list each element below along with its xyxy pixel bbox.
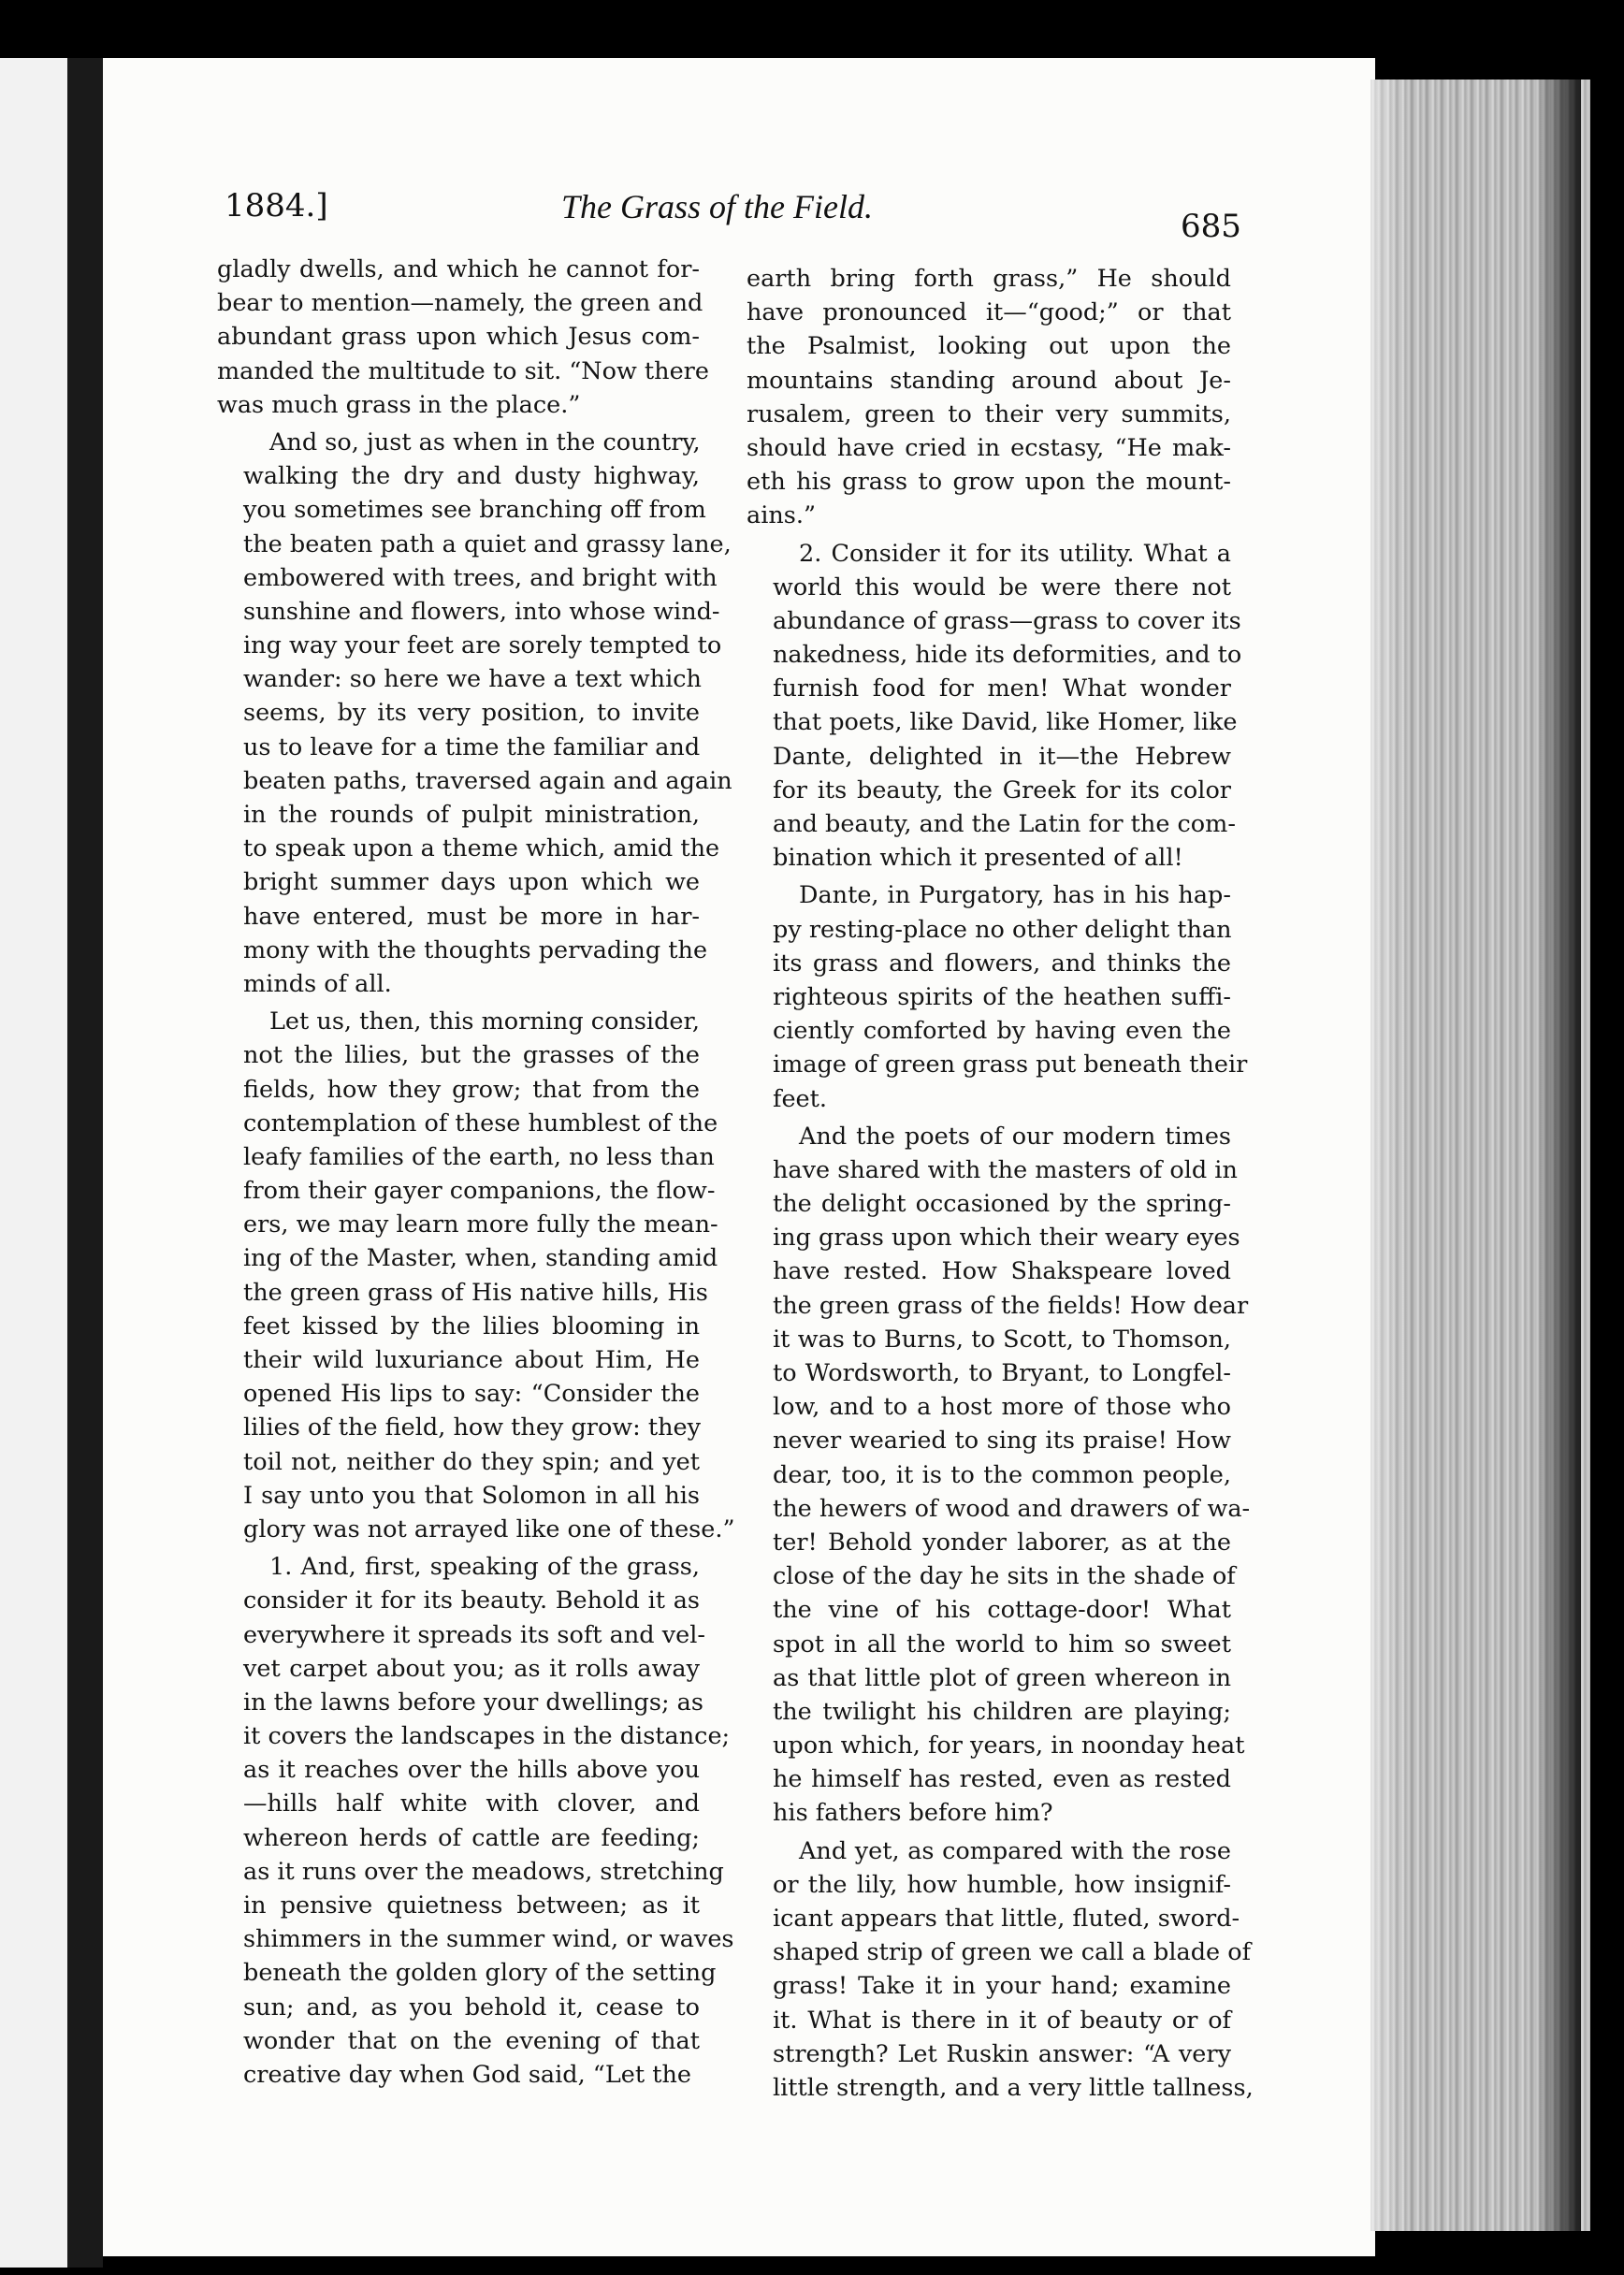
text-line: that poets, like David, like Homer, like	[773, 708, 1238, 737]
text-line: bear to mention—namely, the green and	[217, 289, 703, 318]
text-line: in pensive quietness between; as it	[243, 1891, 700, 1920]
text-line: beaten paths, traversed again and again	[243, 766, 732, 795]
text-line: ing of the Master, when, standing amid	[243, 1244, 718, 1273]
paragraph	[747, 262, 1231, 533]
text-line: have pronounced it—“good;” or that	[747, 298, 1231, 327]
text-line: lilies of the field, how they grow: they	[243, 1413, 701, 1442]
text-line: his fathers before him?	[773, 1799, 1053, 1828]
text-line: he himself has rested, even as rested	[773, 1765, 1231, 1794]
text-line: the green grass of the fields! How dear	[773, 1291, 1249, 1320]
text-line: consider it for its beauty. Behold it as	[243, 1587, 700, 1616]
text-line: Dante, delighted in it—the Hebrew	[773, 742, 1231, 771]
text-line: mony with the thoughts pervading the	[243, 935, 708, 964]
text-line: 2. Consider it for its utility. What a	[799, 539, 1231, 568]
text-line: little strength, and a very little tallness,	[773, 2073, 1254, 2102]
text-line: the vine of his cottage-door! What	[773, 1596, 1231, 1625]
text-line: nakedness, hide its deformities, and to	[773, 641, 1242, 670]
paragraph	[217, 426, 732, 1001]
running-title: The Grass of the Field.	[561, 188, 873, 225]
text-line: bination which it presented of all!	[773, 844, 1183, 873]
text-line: everywhere it spreads its soft and vel-	[243, 1620, 705, 1649]
text-line: furnish food for men! What wonder	[773, 674, 1231, 703]
text-line: have entered, must be more in har-	[243, 902, 700, 931]
text-line: have rested. How Shakspeare loved	[773, 1257, 1231, 1286]
text-line: toil not, neither do they spin; and yet	[243, 1447, 700, 1476]
paragraph	[217, 1005, 735, 1546]
text-line: as it runs over the meadows, stretching	[243, 1857, 724, 1886]
text-line: creative day when God said, “Let the	[243, 2060, 691, 2089]
text-line: fields, how they grow; that from the	[243, 1075, 700, 1104]
paragraph	[747, 537, 1242, 876]
text-line: it was to Burns, to Scott, to Thomson,	[773, 1325, 1231, 1354]
text-line: And yet, as compared with the rose	[799, 1836, 1231, 1865]
text-line: ciently comforted by having even the	[773, 1017, 1231, 1046]
text-line: it covers the landscapes in the distance;	[243, 1722, 731, 1751]
text-line: leafy families of the earth, no less than	[243, 1142, 715, 1171]
text-line: world this would be were there not	[773, 572, 1231, 601]
text-line: ter! Behold yonder laborer, as at the	[773, 1528, 1231, 1557]
text-line: ains.”	[747, 501, 817, 530]
paragraph	[747, 878, 1248, 1115]
text-line: walking the dry and dusty highway,	[243, 462, 700, 491]
text-line: righteous spirits of the heathen suffi-	[773, 982, 1231, 1011]
text-line: feet.	[773, 1084, 827, 1113]
text-line: for its beauty, the Greek for its color	[773, 775, 1231, 804]
text-line: glory was not arrayed like one of these.”	[243, 1514, 735, 1543]
text-line: 1. And, first, speaking of the grass,	[269, 1553, 700, 1582]
text-line: the hewers of wood and drawers of wa-	[773, 1494, 1251, 1523]
text-line: upon which, for years, in noonday heat	[773, 1732, 1245, 1761]
text-line: shaped strip of green we call a blade of	[773, 1938, 1252, 1967]
page-number: 685	[1181, 208, 1241, 245]
text-line: And the poets of our modern times	[799, 1122, 1231, 1151]
text-line: us to leave for a time the familiar and	[243, 732, 701, 761]
text-line: Let us, then, this morning consider,	[269, 1007, 700, 1036]
text-line: or the lily, how humble, how insignif-	[773, 1870, 1231, 1899]
text-line: you sometimes see branching off from	[243, 496, 706, 525]
text-line: gladly dwells, and which he cannot for-	[217, 255, 700, 283]
text-line: abundance of grass—grass to cover its	[773, 606, 1241, 635]
paragraph	[747, 1120, 1251, 1831]
text-line: dear, too, it is to the common people,	[773, 1460, 1231, 1489]
text-line: ers, we may learn more fully the mean-	[243, 1210, 718, 1239]
text-line: And so, just as when in the country,	[269, 427, 701, 456]
text-line: the Psalmist, looking out upon the	[747, 332, 1231, 361]
text-line: grass! Take it in your hand; examine	[773, 1972, 1231, 2001]
text-line: rusalem, green to their very summits,	[747, 399, 1231, 428]
text-line: sunshine and flowers, into whose wind-	[243, 597, 720, 626]
text-line: whereon herds of cattle are feeding;	[243, 1823, 700, 1852]
text-line: wander: so here we have a text which	[243, 665, 702, 694]
text-line: the twilight his children are playing;	[773, 1697, 1231, 1726]
text-line: wonder that on the evening of that	[243, 2026, 700, 2055]
facing-page-margin	[0, 58, 67, 2268]
text-line: earth bring forth grass,” He should	[747, 265, 1231, 293]
text-line: feet kissed by the lilies blooming in	[243, 1311, 700, 1340]
text-line: not the lilies, but the grasses of the	[243, 1041, 700, 1070]
text-column-left	[217, 253, 735, 2092]
text-line: manded the multitude to sit. “Now there	[217, 356, 709, 385]
text-line: have shared with the masters of old in	[773, 1155, 1238, 1184]
text-line: vet carpet about you; as it rolls away	[243, 1654, 700, 1683]
text-line: in the rounds of pulpit ministration,	[243, 801, 700, 829]
text-line: Dante, in Purgatory, has in his hap-	[799, 881, 1231, 910]
text-line: abundant grass upon which Jesus com-	[217, 323, 700, 352]
text-line: as that little plot of green whereon in	[773, 1663, 1231, 1692]
text-line: from their gayer companions, the flow-	[243, 1177, 716, 1206]
text-line: minds of all.	[243, 969, 392, 998]
text-line: the green grass of His native hills, His	[243, 1278, 708, 1307]
text-line: —hills half white with clover, and	[243, 1790, 700, 1819]
text-line: close of the day he sits in the shade of	[773, 1562, 1236, 1591]
text-line: sun; and, as you behold it, cease to	[243, 1992, 700, 2021]
text-line: mountains standing around about Je-	[747, 366, 1231, 395]
text-line: embowered with trees, and bright with	[243, 563, 718, 592]
text-line: contemplation of these humblest of the	[243, 1109, 718, 1138]
text-line: in the lawns before your dwellings; as	[243, 1688, 703, 1717]
text-line: beneath the golden glory of the setting	[243, 1959, 717, 1988]
text-line: was much grass in the place.”	[217, 390, 581, 419]
text-line: to speak upon a theme which, amid the	[243, 834, 720, 863]
paragraph	[217, 1550, 734, 2092]
fore-edge-shadow	[1534, 80, 1581, 2231]
text-line: the delight occasioned by the spring-	[773, 1190, 1231, 1219]
fore-edge-highlight	[1370, 80, 1408, 2231]
book-gutter-shadow	[67, 58, 103, 2268]
text-line: spot in all the world to him so sweet	[773, 1630, 1231, 1659]
text-line: it. What is there in it of beauty or of	[773, 2006, 1231, 2035]
text-line: eth his grass to grow upon the mount-	[747, 468, 1231, 497]
paragraph	[217, 253, 709, 422]
text-line: as it reaches over the hills above you	[243, 1756, 700, 1785]
text-line: icant appears that little, fluted, sword-	[773, 1905, 1240, 1933]
text-line: low, and to a host more of those who	[773, 1393, 1231, 1422]
text-line: should have cried in ecstasy, “He mak-	[747, 433, 1231, 462]
paragraph	[747, 1834, 1254, 2106]
text-line: seems, by its very position, to invite	[243, 699, 700, 728]
text-line: never wearied to sing its praise! How	[773, 1427, 1231, 1456]
text-line: shimmers in the summer wind, or waves	[243, 1925, 734, 1954]
text-line: bright summer days upon which we	[243, 868, 700, 897]
text-line: strength? Let Ruskin answer: “A very	[773, 2039, 1231, 2068]
text-column-right	[747, 262, 1254, 2105]
header-year: 1884.]	[225, 187, 328, 225]
text-line: its grass and flowers, and thinks the	[773, 949, 1231, 978]
text-line: ing grass upon which their weary eyes	[773, 1224, 1240, 1253]
text-line: opened His lips to say: “Consider the	[243, 1380, 700, 1409]
text-line: their wild luxuriance about Him, He	[243, 1346, 700, 1374]
text-line: to Wordsworth, to Bryant, to Longfel-	[773, 1359, 1231, 1387]
text-line: and beauty, and the Latin for the com-	[773, 810, 1236, 838]
text-line: py resting-place no other delight than	[773, 915, 1232, 944]
text-line: ing way your feet are sorely tempted to	[243, 631, 722, 660]
text-line: the beaten path a quiet and grassy lane,	[243, 529, 732, 558]
text-line: I say unto you that Solomon in all his	[243, 1481, 700, 1510]
text-line: image of green grass put beneath their	[773, 1051, 1248, 1080]
